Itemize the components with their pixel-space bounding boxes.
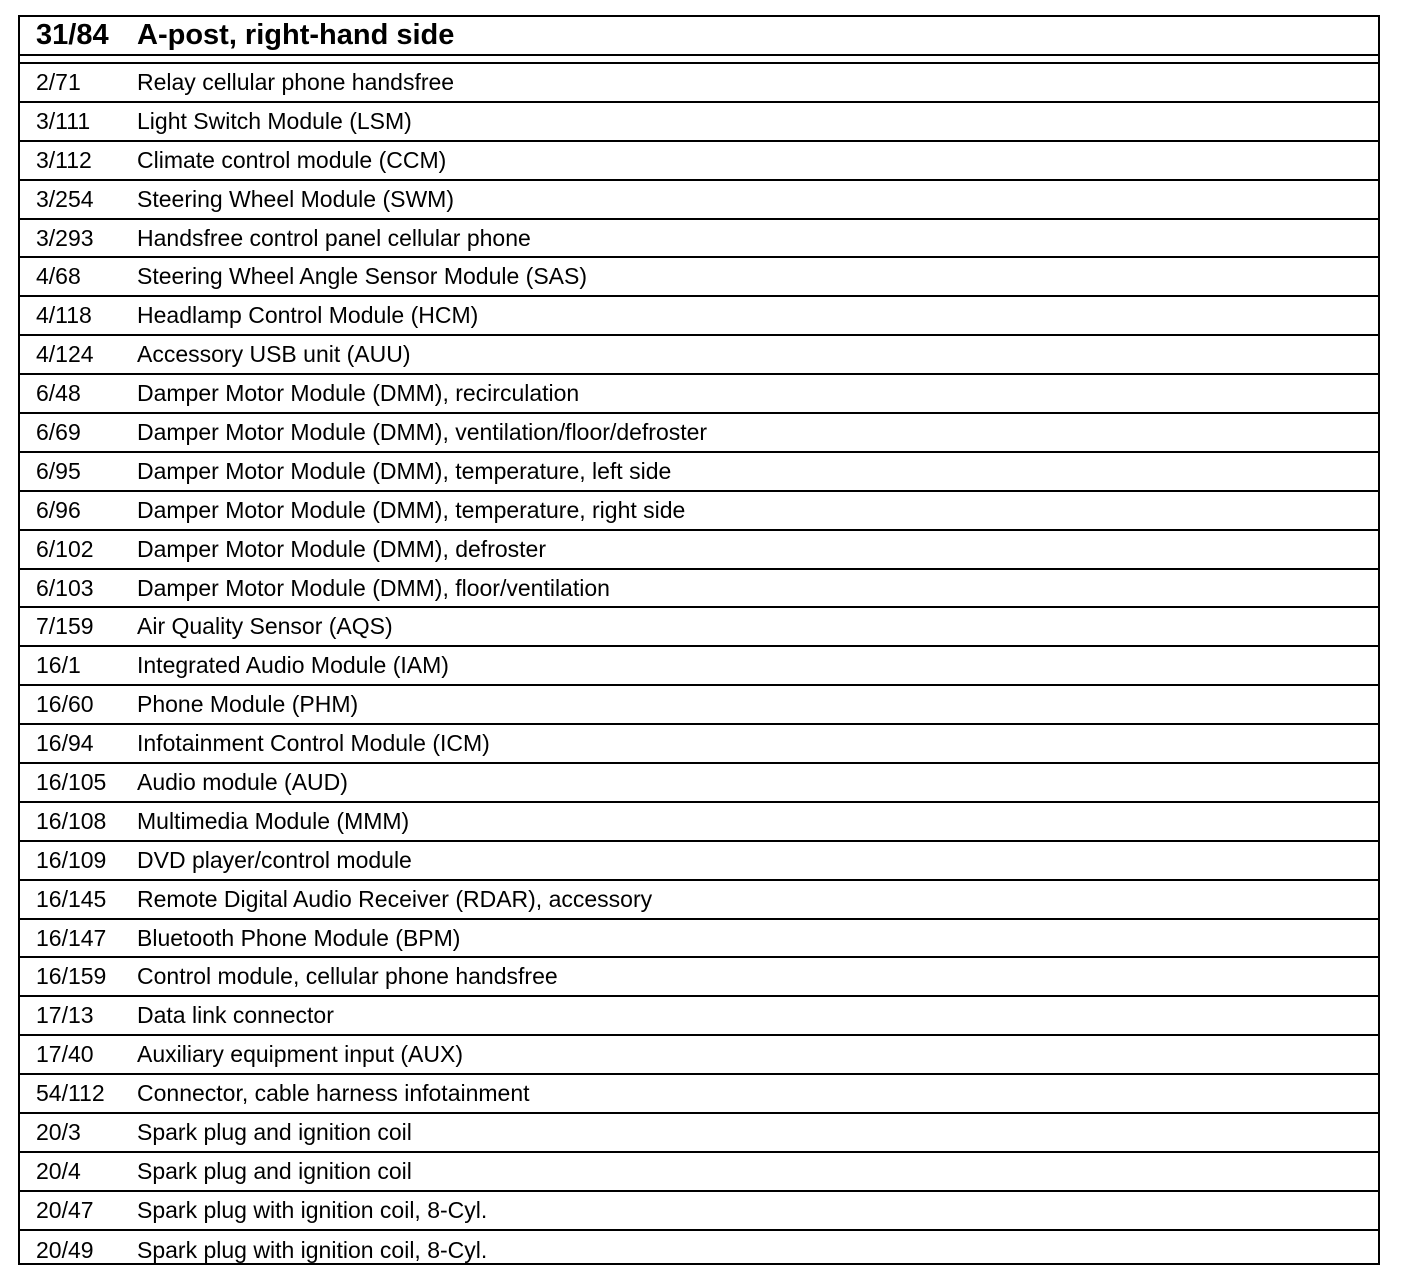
component-description: Spark plug with ignition coil, 8-Cyl. (137, 1236, 488, 1263)
component-code: 17/13 (36, 1002, 94, 1029)
header-divider (20, 56, 1378, 64)
component-code: 6/48 (36, 380, 81, 407)
table-row (20, 1114, 1378, 1153)
component-description: Handsfree control panel cellular phone (137, 224, 531, 251)
component-description: Damper Motor Module (DMM), temperature, right side (137, 496, 686, 523)
table-body (20, 64, 1378, 1270)
table-row (20, 764, 1378, 803)
table-row (20, 570, 1378, 609)
table-row (20, 453, 1378, 492)
component-description: Damper Motor Module (DMM), temperature, left side (137, 457, 672, 484)
component-code: 16/105 (36, 768, 107, 795)
table-row (20, 375, 1378, 414)
component-description: Light Switch Module (LSM) (137, 107, 412, 134)
component-description: Auxiliary equipment input (AUX) (137, 1041, 463, 1068)
component-description: Infotainment Control Module (ICM) (137, 730, 490, 757)
component-code: 16/108 (36, 807, 107, 834)
table-row (20, 103, 1378, 142)
table-row (20, 920, 1378, 959)
table-row (20, 1075, 1378, 1114)
component-description: Spark plug and ignition coil (137, 1157, 412, 1184)
component-description: Damper Motor Module (DMM), recirculation (137, 380, 580, 407)
component-code: 16/1 (36, 652, 81, 679)
component-code: 3/112 (36, 146, 92, 173)
component-description: Steering Wheel Module (SWM) (137, 185, 454, 212)
table-row (20, 181, 1378, 220)
component-code: 3/111 (36, 107, 91, 134)
table-row (20, 881, 1378, 920)
component-description: Spark plug and ignition coil (137, 1118, 412, 1145)
component-code: 20/3 (36, 1118, 81, 1145)
component-description: Relay cellular phone handsfree (137, 68, 455, 95)
table-row (20, 336, 1378, 375)
table-row (20, 297, 1378, 336)
component-code: 20/47 (36, 1196, 94, 1223)
table-row (20, 531, 1378, 570)
table-row (20, 647, 1378, 686)
component-code: 4/118 (36, 302, 92, 329)
table-row (20, 1231, 1378, 1270)
component-description: Air Quality Sensor (AQS) (137, 613, 393, 640)
component-code: 3/293 (36, 224, 94, 251)
component-code: 16/145 (36, 885, 107, 912)
component-code: 6/95 (36, 457, 81, 484)
table-row (20, 64, 1378, 103)
component-description: Multimedia Module (MMM) (137, 807, 410, 834)
component-code: 3/254 (36, 185, 94, 212)
component-description: Damper Motor Module (DMM), defroster (137, 535, 546, 562)
component-description: Integrated Audio Module (IAM) (137, 652, 449, 679)
table-row (20, 958, 1378, 997)
table-row (20, 414, 1378, 453)
component-code: 16/94 (36, 730, 94, 757)
component-code: 6/69 (36, 418, 81, 445)
component-code: 6/103 (36, 574, 94, 601)
component-code: 17/40 (36, 1041, 94, 1068)
component-description: Spark plug with ignition coil, 8-Cyl. (137, 1196, 488, 1223)
component-code: 6/102 (36, 535, 94, 562)
component-table (18, 15, 1380, 1265)
table-row (20, 803, 1378, 842)
component-description: Steering Wheel Angle Sensor Module (SAS) (137, 263, 588, 290)
component-code: 20/4 (36, 1157, 81, 1184)
component-description: Bluetooth Phone Module (BPM) (137, 924, 461, 951)
component-code: 6/96 (36, 496, 81, 523)
component-code: 16/159 (36, 963, 107, 990)
header-title: A-post, right-hand side (137, 19, 455, 51)
component-code: 4/124 (36, 341, 94, 368)
component-description: Damper Motor Module (DMM), ventilation/floor/defroster (137, 418, 708, 445)
component-description: Accessory USB unit (AUU) (137, 341, 411, 368)
header-code: 31/84 (36, 19, 109, 51)
table-row (20, 997, 1378, 1036)
component-code: 2/71 (36, 68, 81, 95)
component-description: Control module, cellular phone handsfree (137, 963, 558, 990)
table-row (20, 220, 1378, 259)
table-row (20, 1192, 1378, 1231)
component-description: Headlamp Control Module (HCM) (137, 302, 479, 329)
component-description: Remote Digital Audio Receiver (RDAR), accessory (137, 885, 653, 912)
component-code: 16/147 (36, 924, 107, 951)
component-description: Connector, cable harness infotainment (137, 1080, 530, 1107)
table-row (20, 1036, 1378, 1075)
component-code: 4/68 (36, 263, 81, 290)
table-row (20, 142, 1378, 181)
component-description: Damper Motor Module (DMM), floor/ventilation (137, 574, 610, 601)
component-code: 16/109 (36, 846, 107, 873)
table-row (20, 686, 1378, 725)
component-description: Climate control module (CCM) (137, 146, 447, 173)
component-code: 16/60 (36, 691, 94, 718)
component-code: 20/49 (36, 1236, 94, 1263)
component-code: 54/112 (36, 1080, 105, 1107)
table-row (20, 608, 1378, 647)
table-row (20, 1153, 1378, 1192)
table-row (20, 258, 1378, 297)
table-row (20, 842, 1378, 881)
component-code: 7/159 (36, 613, 94, 640)
component-description: Audio module (AUD) (137, 768, 348, 795)
component-description: Data link connector (137, 1002, 334, 1029)
table-row (20, 725, 1378, 764)
component-description: DVD player/control module (137, 846, 412, 873)
component-description: Phone Module (PHM) (137, 691, 359, 718)
table-row (20, 492, 1378, 531)
table-header (20, 17, 1378, 56)
